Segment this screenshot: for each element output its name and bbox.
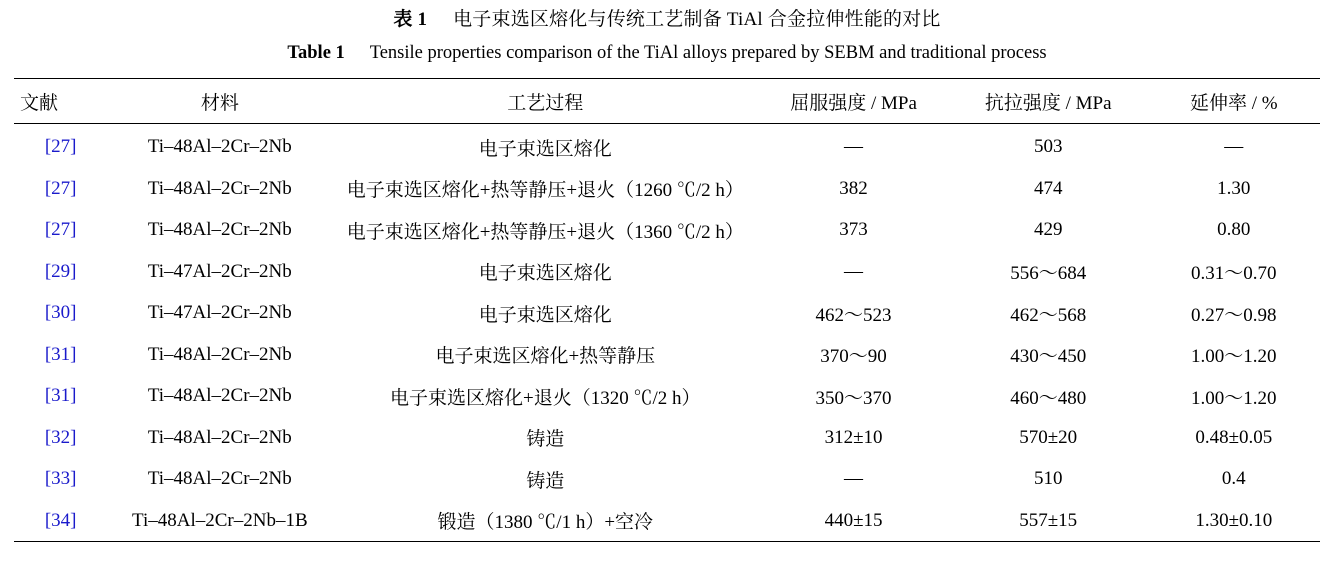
cell-tensile-strength: 510	[1033, 468, 1063, 490]
column-header-reference: 文献	[14, 79, 107, 124]
cell-material: Ti–48Al–2Cr–2Nb	[147, 426, 292, 448]
cell-process: 铸造	[526, 470, 565, 492]
cell-material: Ti–48Al–2Cr–2Nb	[147, 468, 292, 490]
cell-material: Ti–47Al–2Cr–2Nb	[147, 260, 292, 282]
cell-tensile-strength: 503	[1033, 136, 1063, 158]
table-row	[14, 334, 1320, 376]
cell-tensile-strength: 429	[1033, 219, 1063, 241]
cell-elongation: 0.4	[1221, 468, 1246, 490]
cell-material: Ti–48Al–2Cr–2Nb	[147, 136, 292, 158]
reference-link[interactable]: [27]	[44, 177, 77, 199]
cell-elongation: 1.30	[1217, 177, 1251, 199]
table-page	[0, 6, 1334, 576]
cell-material: Ti–48Al–2Cr–2Nb–1B	[107, 500, 332, 542]
header-row	[14, 79, 1320, 124]
cell-yield-strength: 462～523	[815, 304, 892, 326]
cell-reference	[14, 251, 107, 293]
reference-link[interactable]: [30]	[44, 302, 77, 324]
cell-tensile-strength: 557±15	[949, 500, 1148, 542]
cell-process: 电子束选区熔化	[478, 263, 612, 285]
cell-process: 电子束选区熔化+退火（1320 ℃/2 h）	[390, 387, 701, 409]
cell-process: 电子束选区熔化+热等静压+退火（1360 ℃/2 h）	[346, 221, 744, 243]
table-caption	[14, 6, 1320, 66]
reference-link[interactable]: [29]	[44, 260, 77, 282]
cell-yield-strength: 312±10	[824, 426, 883, 448]
caption-chinese	[14, 6, 1320, 34]
cell-yield-strength: —	[844, 136, 864, 158]
cell-yield-strength: 382	[839, 177, 868, 199]
reference-link[interactable]: [31]	[44, 385, 77, 407]
cell-process: 铸造	[526, 429, 565, 451]
column-header-elongation: 延伸率 / %	[1148, 79, 1320, 124]
reference-link[interactable]: [31]	[44, 343, 77, 365]
cell-elongation: 1.00～1.20	[1191, 387, 1277, 409]
cell-reference	[14, 417, 107, 459]
table-row	[14, 292, 1320, 334]
column-header-process: 工艺过程	[332, 79, 758, 124]
cell-elongation: 0.80	[1217, 219, 1251, 241]
cell-reference	[14, 458, 107, 500]
table-row	[14, 209, 1320, 251]
cell-reference	[14, 500, 107, 542]
cell-reference	[14, 375, 107, 417]
cell-tensile-strength: 462～568	[1010, 304, 1087, 326]
cell-material: Ti–48Al–2Cr–2Nb	[147, 343, 292, 365]
cell-process: 锻造（1380 ℃/1 h）+空冷	[332, 500, 758, 542]
cell-elongation: 1.30±0.10	[1148, 500, 1320, 542]
caption-english-text: Tensile properties comparison of the TiAl alloys prepared by SEBM and traditional process	[369, 42, 1047, 63]
cell-process: 电子束选区熔化	[478, 304, 612, 326]
cell-process: 电子束选区熔化+热等静压+退火（1260 ℃/2 h）	[346, 180, 744, 202]
table-row	[14, 458, 1320, 500]
tensile-properties-table	[14, 78, 1320, 542]
cell-reference	[14, 334, 107, 376]
table-row	[14, 124, 1320, 168]
column-header-yield-strength: 屈服强度 / MPa	[758, 79, 949, 124]
cell-material: Ti–48Al–2Cr–2Nb	[147, 219, 292, 241]
cell-material: Ti–48Al–2Cr–2Nb	[147, 385, 292, 407]
table-row	[14, 417, 1320, 459]
cell-yield-strength: 370～90	[820, 346, 887, 368]
cell-reference	[14, 124, 107, 168]
cell-material: Ti–47Al–2Cr–2Nb	[147, 302, 292, 324]
cell-material: Ti–48Al–2Cr–2Nb	[147, 177, 292, 199]
caption-chinese-label: 表 1	[393, 9, 428, 30]
cell-reference	[14, 209, 107, 251]
cell-tensile-strength: 474	[1033, 177, 1063, 199]
column-header-material: 材料	[107, 79, 332, 124]
cell-reference	[14, 168, 107, 210]
cell-tensile-strength: 460～480	[1010, 387, 1087, 409]
reference-link[interactable]: [33]	[44, 468, 77, 490]
reference-link[interactable]: [27]	[44, 219, 77, 241]
caption-chinese-text: 电子束选区熔化与传统工艺制备 TiAl 合金拉伸性能的对比	[453, 9, 941, 30]
cell-process: 电子束选区熔化	[478, 138, 612, 160]
cell-yield-strength: —	[844, 468, 864, 490]
reference-link[interactable]: [32]	[44, 426, 77, 448]
cell-process: 电子束选区熔化+热等静压	[435, 346, 656, 368]
cell-elongation: 0.48±0.05	[1195, 426, 1273, 448]
table-body	[14, 124, 1320, 542]
table-row	[14, 500, 1320, 542]
cell-elongation: 0.31～0.70	[1191, 263, 1277, 285]
cell-yield-strength: 373	[839, 219, 868, 241]
column-header-tensile-strength: 抗拉强度 / MPa	[949, 79, 1148, 124]
cell-reference	[14, 292, 107, 334]
cell-elongation: 1.00～1.20	[1191, 346, 1277, 368]
reference-link[interactable]: [27]	[44, 136, 77, 158]
cell-tensile-strength: 570±20	[1019, 426, 1078, 448]
table-row	[14, 251, 1320, 293]
table-header	[14, 79, 1320, 124]
table-row	[14, 168, 1320, 210]
cell-elongation: 0.27～0.98	[1191, 304, 1277, 326]
cell-tensile-strength: 430～450	[1010, 346, 1087, 368]
cell-yield-strength: 440±15	[758, 500, 949, 542]
caption-english-label: Table 1	[287, 42, 345, 63]
cell-elongation: —	[1224, 136, 1244, 158]
cell-yield-strength: —	[844, 260, 864, 282]
reference-link[interactable]: [34]	[44, 509, 77, 531]
cell-yield-strength: 350～370	[815, 387, 892, 409]
table-row	[14, 375, 1320, 417]
cell-tensile-strength: 556～684	[1010, 263, 1087, 285]
caption-english	[14, 40, 1320, 67]
